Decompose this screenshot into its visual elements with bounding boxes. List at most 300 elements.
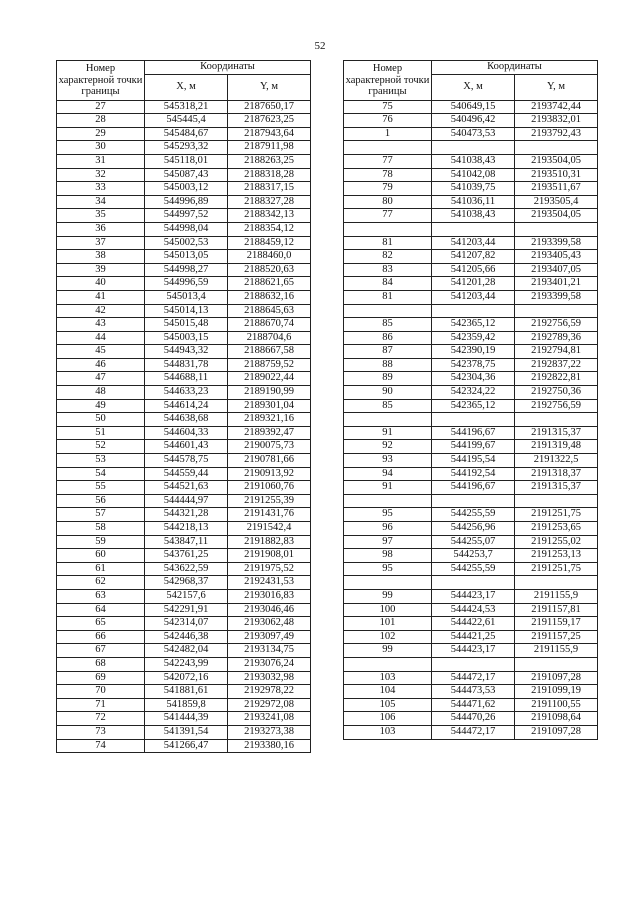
y-coordinate-cell: 2187911,98 bbox=[228, 141, 311, 155]
y-coordinate-cell: 2188759,52 bbox=[228, 358, 311, 372]
x-coordinate-cell: 542968,37 bbox=[145, 576, 228, 590]
table-row bbox=[344, 195, 598, 209]
x-coordinate-cell: 542365,12 bbox=[432, 399, 515, 413]
point-number-cell: 39 bbox=[57, 263, 145, 277]
y-coordinate-cell: 2188667,58 bbox=[228, 345, 311, 359]
x-coordinate-cell: 542157,6 bbox=[145, 589, 228, 603]
y-coordinate-cell: 2192972,08 bbox=[228, 698, 311, 712]
point-number-cell: 95 bbox=[344, 562, 432, 576]
y-coordinate-cell: 2193792,43 bbox=[515, 127, 598, 141]
point-number-cell: 67 bbox=[57, 644, 145, 658]
table-row bbox=[344, 372, 598, 386]
point-number-cell: 85 bbox=[344, 318, 432, 332]
header-y: Y, м bbox=[228, 74, 311, 100]
x-coordinate-cell: 541444,39 bbox=[145, 712, 228, 726]
x-coordinate-cell: 541042,08 bbox=[432, 168, 515, 182]
point-number-cell: 85 bbox=[344, 399, 432, 413]
y-coordinate-cell: 2191322,5 bbox=[515, 454, 598, 468]
x-coordinate-cell: 544422,61 bbox=[432, 617, 515, 631]
point-number-cell: 60 bbox=[57, 549, 145, 563]
point-number-cell: 94 bbox=[344, 467, 432, 481]
y-coordinate-cell: 2187943,64 bbox=[228, 127, 311, 141]
point-number-cell: 98 bbox=[344, 549, 432, 563]
y-coordinate-cell: 2193032,98 bbox=[228, 671, 311, 685]
point-number-cell: 65 bbox=[57, 617, 145, 631]
y-coordinate-cell: 2191060,76 bbox=[228, 481, 311, 495]
table-row bbox=[57, 549, 311, 563]
x-coordinate-cell: 544996,59 bbox=[145, 277, 228, 291]
table-row bbox=[344, 698, 598, 712]
point-number-cell: 95 bbox=[344, 508, 432, 522]
y-coordinate-cell: 2193046,46 bbox=[228, 603, 311, 617]
y-coordinate-cell: 2193504,05 bbox=[515, 154, 598, 168]
point-number-cell: 93 bbox=[344, 454, 432, 468]
x-coordinate-cell: 544195,54 bbox=[432, 454, 515, 468]
x-coordinate-cell: 541207,82 bbox=[432, 250, 515, 264]
x-coordinate-cell: 541201,28 bbox=[432, 277, 515, 291]
y-coordinate-cell bbox=[515, 657, 598, 671]
point-number-cell: 73 bbox=[57, 725, 145, 739]
point-number-cell: 58 bbox=[57, 522, 145, 536]
table-row bbox=[57, 644, 311, 658]
table-row bbox=[57, 630, 311, 644]
y-coordinate-cell: 2189190,99 bbox=[228, 386, 311, 400]
point-number-cell: 30 bbox=[57, 141, 145, 155]
point-number-cell: 103 bbox=[344, 725, 432, 739]
point-number-cell: 37 bbox=[57, 236, 145, 250]
y-coordinate-cell: 2191097,28 bbox=[515, 725, 598, 739]
y-coordinate-cell: 2189392,47 bbox=[228, 426, 311, 440]
y-coordinate-cell: 2188520,63 bbox=[228, 263, 311, 277]
point-number-cell: 89 bbox=[344, 372, 432, 386]
y-coordinate-cell: 2191097,28 bbox=[515, 671, 598, 685]
point-number-cell bbox=[344, 413, 432, 427]
x-coordinate-cell: 543847,11 bbox=[145, 535, 228, 549]
table-row bbox=[57, 413, 311, 427]
point-number-cell: 51 bbox=[57, 426, 145, 440]
y-coordinate-cell: 2192822,81 bbox=[515, 372, 598, 386]
y-coordinate-cell: 2192978,22 bbox=[228, 685, 311, 699]
y-coordinate-cell: 2193405,43 bbox=[515, 250, 598, 264]
y-coordinate-cell: 2191100,55 bbox=[515, 698, 598, 712]
y-coordinate-cell: 2193399,58 bbox=[515, 236, 598, 250]
table-row bbox=[57, 426, 311, 440]
table-row bbox=[57, 277, 311, 291]
point-number-cell: 96 bbox=[344, 522, 432, 536]
x-coordinate-cell: 542304,36 bbox=[432, 372, 515, 386]
table-row bbox=[344, 644, 598, 658]
point-number-cell: 62 bbox=[57, 576, 145, 590]
y-coordinate-cell: 2191253,65 bbox=[515, 522, 598, 536]
point-number-cell: 77 bbox=[344, 209, 432, 223]
table-row bbox=[57, 358, 311, 372]
y-coordinate-cell: 2193407,05 bbox=[515, 263, 598, 277]
point-number-cell: 47 bbox=[57, 372, 145, 386]
table-row bbox=[344, 100, 598, 114]
x-coordinate-cell: 542314,07 bbox=[145, 617, 228, 631]
y-coordinate-cell: 2188645,63 bbox=[228, 304, 311, 318]
point-number-cell: 88 bbox=[344, 358, 432, 372]
x-coordinate-cell: 545445,4 bbox=[145, 114, 228, 128]
table-row bbox=[57, 345, 311, 359]
x-coordinate-cell: 544996,89 bbox=[145, 195, 228, 209]
table-row bbox=[57, 685, 311, 699]
x-coordinate-cell: 544604,33 bbox=[145, 426, 228, 440]
y-coordinate-cell bbox=[515, 494, 598, 508]
table-row bbox=[344, 603, 598, 617]
table-row bbox=[57, 576, 311, 590]
x-coordinate-cell: 544423,17 bbox=[432, 589, 515, 603]
y-coordinate-cell: 2193742,44 bbox=[515, 100, 598, 114]
point-number-cell: 76 bbox=[344, 114, 432, 128]
table-row bbox=[57, 562, 311, 576]
x-coordinate-cell bbox=[432, 413, 515, 427]
y-coordinate-cell: 2188460,0 bbox=[228, 250, 311, 264]
table-row bbox=[57, 522, 311, 536]
point-number-cell: 83 bbox=[344, 263, 432, 277]
table-row bbox=[344, 440, 598, 454]
x-coordinate-cell: 545013,05 bbox=[145, 250, 228, 264]
x-coordinate-cell: 542482,04 bbox=[145, 644, 228, 658]
point-number-cell: 75 bbox=[344, 100, 432, 114]
x-coordinate-cell: 544444,97 bbox=[145, 494, 228, 508]
x-coordinate-cell: 544559,44 bbox=[145, 467, 228, 481]
x-coordinate-cell bbox=[432, 576, 515, 590]
y-coordinate-cell: 2190913,92 bbox=[228, 467, 311, 481]
x-coordinate-cell: 544424,53 bbox=[432, 603, 515, 617]
table-row bbox=[57, 372, 311, 386]
point-number-cell bbox=[344, 576, 432, 590]
point-number-cell: 55 bbox=[57, 481, 145, 495]
y-coordinate-cell: 2193380,16 bbox=[228, 739, 311, 753]
point-number-cell: 63 bbox=[57, 589, 145, 603]
point-number-cell: 43 bbox=[57, 318, 145, 332]
y-coordinate-cell: 2192756,59 bbox=[515, 399, 598, 413]
table-row bbox=[57, 318, 311, 332]
y-coordinate-cell: 2193832,01 bbox=[515, 114, 598, 128]
table-row bbox=[344, 318, 598, 332]
y-coordinate-cell: 2193505,4 bbox=[515, 195, 598, 209]
y-coordinate-cell: 2191975,52 bbox=[228, 562, 311, 576]
point-number-cell: 53 bbox=[57, 454, 145, 468]
coordinates-table-left bbox=[56, 60, 311, 753]
y-coordinate-cell: 2191315,37 bbox=[515, 481, 598, 495]
x-coordinate-cell: 545003,15 bbox=[145, 331, 228, 345]
y-coordinate-cell bbox=[515, 141, 598, 155]
table-row bbox=[57, 168, 311, 182]
table-row bbox=[344, 399, 598, 413]
point-number-cell: 90 bbox=[344, 386, 432, 400]
x-coordinate-cell: 544614,24 bbox=[145, 399, 228, 413]
x-coordinate-cell: 544192,54 bbox=[432, 467, 515, 481]
table-row bbox=[57, 331, 311, 345]
x-coordinate-cell: 544255,59 bbox=[432, 508, 515, 522]
y-coordinate-cell: 2191319,48 bbox=[515, 440, 598, 454]
table-row bbox=[57, 399, 311, 413]
point-number-cell: 42 bbox=[57, 304, 145, 318]
x-coordinate-cell: 544998,04 bbox=[145, 222, 228, 236]
y-coordinate-cell: 2192794,81 bbox=[515, 345, 598, 359]
table-row bbox=[344, 209, 598, 223]
point-number-cell: 56 bbox=[57, 494, 145, 508]
y-coordinate-cell: 2191908,01 bbox=[228, 549, 311, 563]
table-row bbox=[57, 141, 311, 155]
x-coordinate-cell bbox=[432, 304, 515, 318]
point-number-cell: 49 bbox=[57, 399, 145, 413]
table-row bbox=[344, 671, 598, 685]
x-coordinate-cell: 541859,8 bbox=[145, 698, 228, 712]
x-coordinate-cell: 544256,96 bbox=[432, 522, 515, 536]
x-coordinate-cell: 541038,43 bbox=[432, 154, 515, 168]
y-coordinate-cell: 2193097,49 bbox=[228, 630, 311, 644]
header-point-number: Номер характерной точки границы bbox=[344, 61, 432, 101]
table-row bbox=[344, 386, 598, 400]
table-row bbox=[57, 467, 311, 481]
x-coordinate-cell: 541391,54 bbox=[145, 725, 228, 739]
point-number-cell bbox=[344, 141, 432, 155]
point-number-cell: 103 bbox=[344, 671, 432, 685]
x-coordinate-cell: 545293,32 bbox=[145, 141, 228, 155]
y-coordinate-cell: 2193504,05 bbox=[515, 209, 598, 223]
point-number-cell: 68 bbox=[57, 657, 145, 671]
y-coordinate-cell: 2189321,16 bbox=[228, 413, 311, 427]
table-row bbox=[57, 589, 311, 603]
table-row bbox=[57, 236, 311, 250]
table-row bbox=[344, 154, 598, 168]
y-coordinate-cell: 2191255,02 bbox=[515, 535, 598, 549]
point-number-cell: 71 bbox=[57, 698, 145, 712]
point-number-cell bbox=[344, 222, 432, 236]
x-coordinate-cell: 540649,15 bbox=[432, 100, 515, 114]
y-coordinate-cell: 2188317,15 bbox=[228, 182, 311, 196]
x-coordinate-cell: 544638,68 bbox=[145, 413, 228, 427]
header-coordinates: Координаты bbox=[432, 61, 598, 75]
table-row bbox=[344, 522, 598, 536]
table-row bbox=[57, 454, 311, 468]
x-coordinate-cell: 544255,59 bbox=[432, 562, 515, 576]
y-coordinate-cell: 2191251,75 bbox=[515, 562, 598, 576]
x-coordinate-cell: 542446,38 bbox=[145, 630, 228, 644]
y-coordinate-cell: 2188342,13 bbox=[228, 209, 311, 223]
point-number-cell: 36 bbox=[57, 222, 145, 236]
table-row bbox=[57, 603, 311, 617]
x-coordinate-cell: 542378,75 bbox=[432, 358, 515, 372]
table-row bbox=[57, 712, 311, 726]
x-coordinate-cell: 544688,11 bbox=[145, 372, 228, 386]
x-coordinate-cell: 542365,12 bbox=[432, 318, 515, 332]
x-coordinate-cell bbox=[432, 141, 515, 155]
point-number-cell: 77 bbox=[344, 154, 432, 168]
y-coordinate-cell: 2188632,16 bbox=[228, 290, 311, 304]
point-number-cell: 33 bbox=[57, 182, 145, 196]
y-coordinate-cell: 2191099,19 bbox=[515, 685, 598, 699]
x-coordinate-cell: 541203,44 bbox=[432, 290, 515, 304]
x-coordinate-cell: 545118,01 bbox=[145, 154, 228, 168]
point-number-cell: 78 bbox=[344, 168, 432, 182]
point-number-cell: 91 bbox=[344, 481, 432, 495]
point-number-cell: 52 bbox=[57, 440, 145, 454]
x-coordinate-cell: 541036,11 bbox=[432, 195, 515, 209]
point-number-cell: 91 bbox=[344, 426, 432, 440]
point-number-cell: 79 bbox=[344, 182, 432, 196]
point-number-cell: 104 bbox=[344, 685, 432, 699]
x-coordinate-cell: 544199,67 bbox=[432, 440, 515, 454]
x-coordinate-cell: 544421,25 bbox=[432, 630, 515, 644]
y-coordinate-cell: 2193510,31 bbox=[515, 168, 598, 182]
point-number-cell: 41 bbox=[57, 290, 145, 304]
point-number-cell bbox=[344, 494, 432, 508]
x-coordinate-cell: 545002,53 bbox=[145, 236, 228, 250]
point-number-cell: 44 bbox=[57, 331, 145, 345]
x-coordinate-cell: 544472,17 bbox=[432, 671, 515, 685]
x-coordinate-cell: 540496,42 bbox=[432, 114, 515, 128]
y-coordinate-cell: 2191098,64 bbox=[515, 712, 598, 726]
x-coordinate-cell: 544423,17 bbox=[432, 644, 515, 658]
table-row bbox=[57, 100, 311, 114]
y-coordinate-cell: 2191318,37 bbox=[515, 467, 598, 481]
y-coordinate-cell: 2193134,75 bbox=[228, 644, 311, 658]
point-number-cell: 66 bbox=[57, 630, 145, 644]
y-coordinate-cell: 2192431,53 bbox=[228, 576, 311, 590]
point-number-cell: 45 bbox=[57, 345, 145, 359]
x-coordinate-cell: 545087,43 bbox=[145, 168, 228, 182]
y-coordinate-cell bbox=[515, 222, 598, 236]
table-row bbox=[344, 630, 598, 644]
table-row bbox=[57, 671, 311, 685]
y-coordinate-cell bbox=[515, 304, 598, 318]
y-coordinate-cell: 2191542,4 bbox=[228, 522, 311, 536]
point-number-cell: 31 bbox=[57, 154, 145, 168]
y-coordinate-cell: 2190781,66 bbox=[228, 454, 311, 468]
point-number-cell: 1 bbox=[344, 127, 432, 141]
point-number-cell: 84 bbox=[344, 277, 432, 291]
y-coordinate-cell: 2188318,28 bbox=[228, 168, 311, 182]
y-coordinate-cell: 2191882,83 bbox=[228, 535, 311, 549]
x-coordinate-cell: 544255,07 bbox=[432, 535, 515, 549]
y-coordinate-cell: 2191431,76 bbox=[228, 508, 311, 522]
y-coordinate-cell: 2188670,74 bbox=[228, 318, 311, 332]
point-number-cell: 81 bbox=[344, 236, 432, 250]
y-coordinate-cell: 2193016,83 bbox=[228, 589, 311, 603]
x-coordinate-cell bbox=[432, 657, 515, 671]
table-row bbox=[344, 685, 598, 699]
table-row bbox=[344, 141, 598, 155]
point-number-cell: 106 bbox=[344, 712, 432, 726]
table-row bbox=[57, 290, 311, 304]
point-number-cell bbox=[344, 657, 432, 671]
table-row bbox=[344, 263, 598, 277]
point-number-cell: 100 bbox=[344, 603, 432, 617]
table-row bbox=[344, 413, 598, 427]
table-row bbox=[344, 725, 598, 739]
point-number-cell: 40 bbox=[57, 277, 145, 291]
y-coordinate-cell: 2191159,17 bbox=[515, 617, 598, 631]
point-number-cell: 57 bbox=[57, 508, 145, 522]
x-coordinate-cell: 545003,12 bbox=[145, 182, 228, 196]
y-coordinate-cell: 2193076,24 bbox=[228, 657, 311, 671]
x-coordinate-cell bbox=[432, 222, 515, 236]
point-number-cell: 99 bbox=[344, 644, 432, 658]
point-number-cell: 102 bbox=[344, 630, 432, 644]
point-number-cell: 87 bbox=[344, 345, 432, 359]
table-row bbox=[344, 481, 598, 495]
point-number-cell: 105 bbox=[344, 698, 432, 712]
table-row bbox=[344, 290, 598, 304]
table-row bbox=[344, 114, 598, 128]
point-number-cell: 97 bbox=[344, 535, 432, 549]
table-row bbox=[57, 304, 311, 318]
point-number-cell: 70 bbox=[57, 685, 145, 699]
table-row bbox=[57, 657, 311, 671]
point-number-cell: 81 bbox=[344, 290, 432, 304]
table-row bbox=[57, 739, 311, 753]
table-row bbox=[344, 494, 598, 508]
table-row bbox=[57, 535, 311, 549]
table-row bbox=[57, 481, 311, 495]
table-row bbox=[344, 222, 598, 236]
x-coordinate-cell: 544470,26 bbox=[432, 712, 515, 726]
point-number-cell: 64 bbox=[57, 603, 145, 617]
y-coordinate-cell: 2188327,28 bbox=[228, 195, 311, 209]
x-coordinate-cell: 543761,25 bbox=[145, 549, 228, 563]
x-coordinate-cell: 544997,52 bbox=[145, 209, 228, 223]
table-row bbox=[57, 386, 311, 400]
table-row bbox=[344, 127, 598, 141]
x-coordinate-cell: 545015,48 bbox=[145, 318, 228, 332]
table-row bbox=[344, 589, 598, 603]
y-coordinate-cell: 2193401,21 bbox=[515, 277, 598, 291]
header-point-number: Номер характерной точки границы bbox=[57, 61, 145, 101]
coordinates-table-right bbox=[343, 60, 598, 740]
x-coordinate-cell: 541038,43 bbox=[432, 209, 515, 223]
y-coordinate-cell: 2188704,6 bbox=[228, 331, 311, 345]
point-number-cell: 92 bbox=[344, 440, 432, 454]
table-row bbox=[57, 127, 311, 141]
point-number-cell: 61 bbox=[57, 562, 145, 576]
x-coordinate-cell: 541039,75 bbox=[432, 182, 515, 196]
table-row bbox=[57, 154, 311, 168]
point-number-cell: 101 bbox=[344, 617, 432, 631]
y-coordinate-cell: 2192750,36 bbox=[515, 386, 598, 400]
x-coordinate-cell: 544998,27 bbox=[145, 263, 228, 277]
y-coordinate-cell: 2192756,59 bbox=[515, 318, 598, 332]
table-row bbox=[344, 576, 598, 590]
y-coordinate-cell: 2191155,9 bbox=[515, 589, 598, 603]
y-coordinate-cell: 2187650,17 bbox=[228, 100, 311, 114]
x-coordinate-cell: 544578,75 bbox=[145, 454, 228, 468]
table-row bbox=[344, 331, 598, 345]
table-row bbox=[57, 617, 311, 631]
x-coordinate-cell: 542390,19 bbox=[432, 345, 515, 359]
point-number-cell: 32 bbox=[57, 168, 145, 182]
point-number-cell: 35 bbox=[57, 209, 145, 223]
x-coordinate-cell: 545484,67 bbox=[145, 127, 228, 141]
x-coordinate-cell: 540473,53 bbox=[432, 127, 515, 141]
y-coordinate-cell: 2193399,58 bbox=[515, 290, 598, 304]
point-number-cell bbox=[344, 304, 432, 318]
header-y: Y, м bbox=[515, 74, 598, 100]
point-number-cell: 48 bbox=[57, 386, 145, 400]
table-row bbox=[344, 426, 598, 440]
x-coordinate-cell: 542324,22 bbox=[432, 386, 515, 400]
point-number-cell: 99 bbox=[344, 589, 432, 603]
table-row bbox=[57, 250, 311, 264]
x-coordinate-cell: 545318,21 bbox=[145, 100, 228, 114]
table-row bbox=[344, 182, 598, 196]
x-coordinate-cell bbox=[432, 494, 515, 508]
table-row bbox=[344, 304, 598, 318]
y-coordinate-cell: 2187623,25 bbox=[228, 114, 311, 128]
